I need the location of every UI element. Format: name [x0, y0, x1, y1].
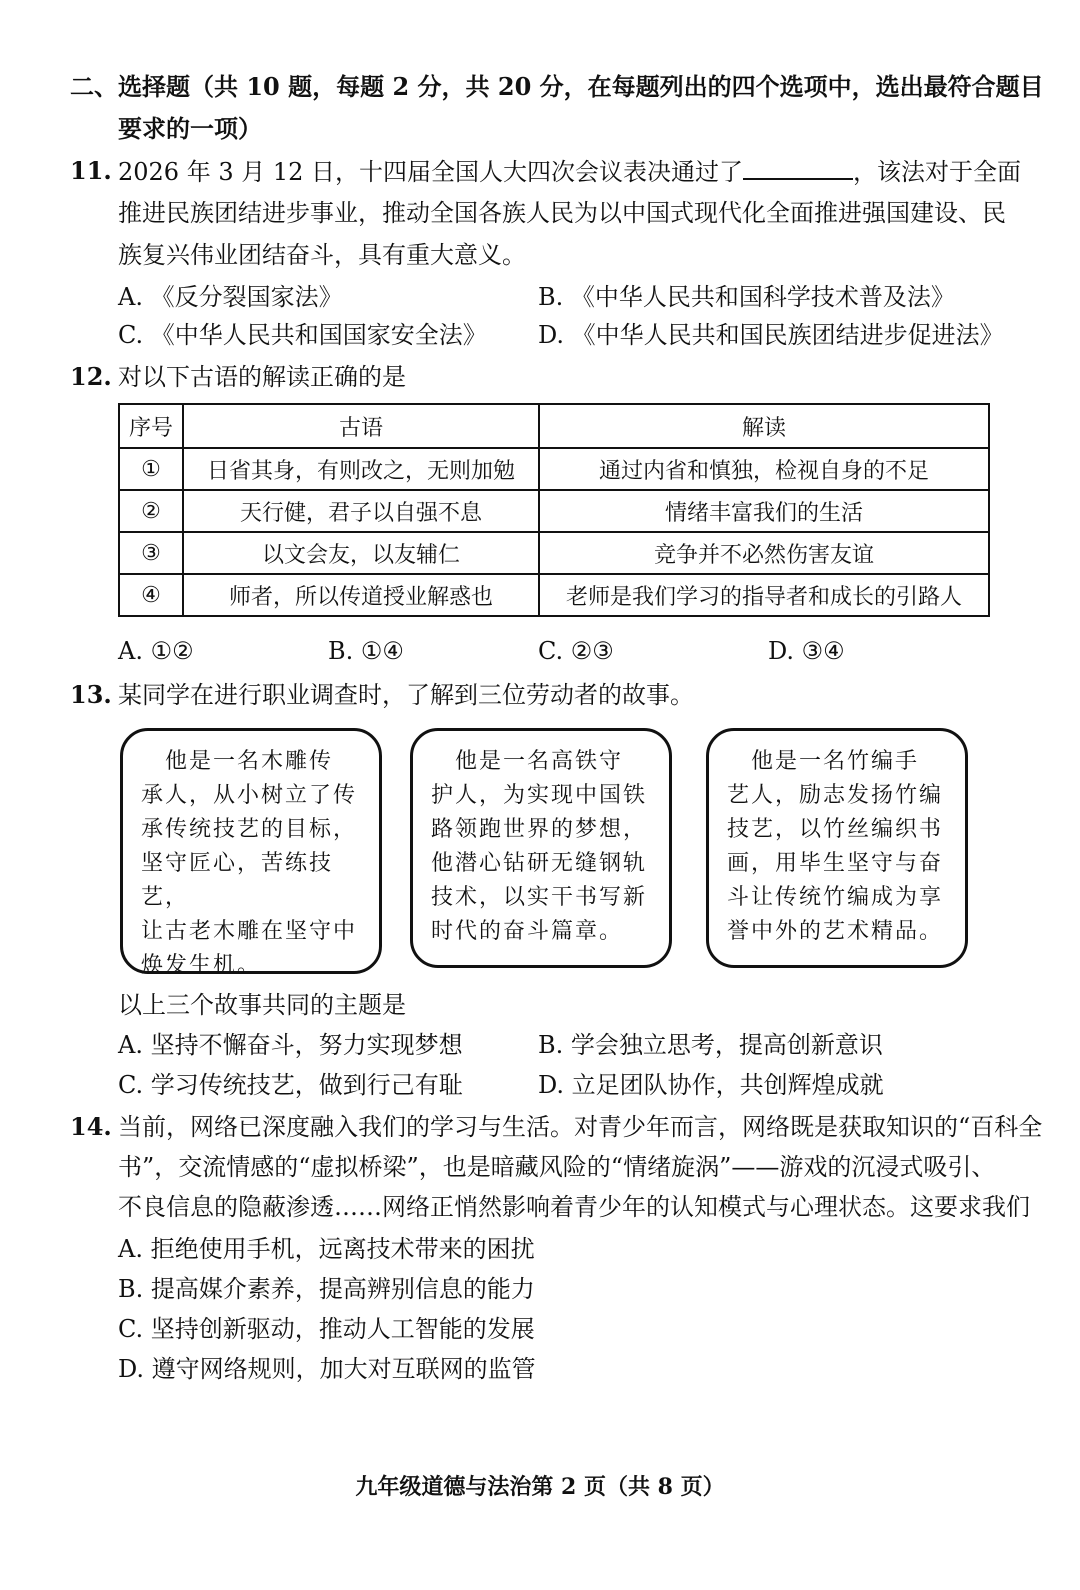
option-text: 《反分裂国家法》: [150, 283, 343, 311]
section-header-line1: 二、选择题（共 10 题，每题 2 分，共 20 分，在每题列出的四个选项中，选出最符合题目: [70, 72, 1044, 101]
q14-stem-line3: 不良信息的隐蔽渗透……网络正悄然影响着青少年的认知模式与心理状态。这要求我们: [118, 1193, 1030, 1221]
q11-stem-post: ，该法对于全面: [853, 158, 1022, 186]
option-text: 拒绝使用手机，远离技术带来的困扰: [150, 1235, 535, 1263]
option-text: ①④: [360, 637, 404, 665]
q11-stem-pre: 2026 年 3 月 12 日，十四届全国人大四次会议表决通过了: [118, 158, 744, 186]
q11-stem-line2: 推进民族团结进步事业，推动全国各族人民为以中国式现代化全面推进强国建设、民: [118, 199, 1006, 227]
story-bubble-railway-guardian: 他是一名高铁守 护人，为实现中国铁 路领跑世界的梦想， 他潜心钻研无缝钢轨 技术，以实干书写新 时代的奋斗篇章。: [410, 728, 672, 968]
q11-option-a: [118, 282, 343, 312]
option-text: 学会独立思考，提高创新意识: [570, 1031, 883, 1059]
option-label: C.: [118, 321, 144, 349]
option-text: 坚持创新驱动，推动人工智能的发展: [150, 1315, 535, 1343]
q11-stem-line1: [118, 156, 1021, 187]
q13-option-c: [118, 1070, 463, 1100]
table-header-cell: 古语: [183, 404, 539, 448]
page-footer: 九年级道德与法治第 2 页（共 8 页）: [355, 1474, 725, 1500]
q12-option-d: [768, 636, 845, 666]
option-text: ①②: [150, 637, 194, 665]
q13-option-d: [538, 1070, 884, 1100]
q14-option-b: [118, 1274, 535, 1304]
q14-stem-line1: 当前，网络已深度融入我们的学习与生活。对青少年而言，网络既是获取知识的“百科全: [118, 1113, 1043, 1141]
q12-option-b: [328, 636, 404, 666]
table-cell: 日省其身，有则改之，无则加勉: [183, 448, 539, 490]
q14-option-c: [118, 1314, 535, 1344]
option-text: 遵守网络规则，加大对互联网的监管: [151, 1355, 536, 1383]
q13-stem: 某同学在进行职业调查时，了解到三位劳动者的故事。: [118, 681, 694, 709]
option-label: C.: [118, 1315, 144, 1343]
table-cell: 通过内省和慎独，检视自身的不足: [539, 448, 989, 490]
table-cell: ②: [119, 490, 183, 532]
q12-number: 12.: [70, 362, 112, 391]
table-row: [119, 490, 989, 532]
q11-answer-blank: [743, 156, 853, 180]
q13-option-b: [538, 1030, 883, 1060]
q14-number: 14.: [70, 1112, 112, 1141]
table-cell: 以文会友，以友辅仁: [183, 532, 539, 574]
option-label: B.: [118, 1275, 144, 1303]
option-text: ②③: [570, 637, 614, 665]
q11-option-b: [538, 282, 955, 312]
option-text: 《中华人民共和国科学技术普及法》: [570, 283, 955, 311]
q14-option-a: [118, 1234, 535, 1264]
table-header-cell: 解读: [539, 404, 989, 448]
table-cell: 师者，所以传道授业解惑也: [183, 574, 539, 616]
option-label: A.: [118, 1235, 143, 1263]
option-label: A.: [118, 283, 143, 311]
option-text: 坚持不懈奋斗，努力实现梦想: [150, 1031, 463, 1059]
q11-option-d: [538, 320, 1004, 350]
option-label: B.: [328, 637, 354, 665]
option-text: ③④: [801, 637, 845, 665]
option-label: B.: [538, 1031, 564, 1059]
option-text: 《中华人民共和国国家安全法》: [150, 321, 487, 349]
quotes-table: [118, 403, 990, 617]
option-text: 《中华人民共和国民族团结进步促进法》: [571, 321, 1004, 349]
q12-option-c: [538, 636, 614, 666]
q13-option-a: [118, 1030, 463, 1060]
table-row: [119, 448, 989, 490]
q14-stem-line2: 书”，交流情感的“虚拟桥梁”，也是暗藏风险的“情绪旋涡”——游戏的沉浸式吸引、: [118, 1153, 996, 1181]
option-label: C.: [538, 637, 564, 665]
table-cell: 竞争并不必然伤害友谊: [539, 532, 989, 574]
q12-option-a: [118, 636, 194, 666]
table-cell: 老师是我们学习的指导者和成长的引路人: [539, 574, 989, 616]
table-header-cell: 序号: [119, 404, 183, 448]
table-header-row: [119, 404, 989, 448]
q14-option-d: [118, 1354, 536, 1384]
option-label: D.: [538, 321, 565, 349]
option-label: B.: [538, 283, 564, 311]
option-label: A.: [118, 637, 143, 665]
q12-stem: 对以下古语的解读正确的是: [118, 363, 406, 391]
option-text: 学习传统技艺，做到行己有耻: [150, 1071, 463, 1099]
table-cell: 天行健，君子以自强不息: [183, 490, 539, 532]
table-cell: 情绪丰富我们的生活: [539, 490, 989, 532]
q11-number: 11.: [70, 156, 112, 185]
story-bubble-woodcarver: 他是一名木雕传 承人，从小树立了传 承传统技艺的目标， 坚守匠心，苦练技艺， 让古老木雕在坚守中 焕发生机。: [120, 728, 382, 974]
q13-question: 以上三个故事共同的主题是: [118, 991, 406, 1019]
option-text: 提高媒介素养，提高辨别信息的能力: [150, 1275, 535, 1303]
option-label: D.: [118, 1355, 145, 1383]
table-cell: ③: [119, 532, 183, 574]
table-cell: ①: [119, 448, 183, 490]
table-cell: ④: [119, 574, 183, 616]
table-row: [119, 574, 989, 616]
option-label: D.: [538, 1071, 565, 1099]
story-bubble-bamboo-weaver: 他是一名竹编手 艺人，励志发扬竹编 技艺，以竹丝编织书 画，用毕生坚守与奋 斗让传统竹编成为享 誉中外的艺术精品。: [706, 728, 968, 968]
q11-option-c: [118, 320, 487, 350]
option-label: D.: [768, 637, 795, 665]
option-text: 立足团队协作，共创辉煌成就: [571, 1071, 884, 1099]
table-row: [119, 532, 989, 574]
option-label: C.: [118, 1071, 144, 1099]
q11-stem-line3: 族复兴伟业团结奋斗，具有重大意义。: [118, 241, 526, 269]
option-label: A.: [118, 1031, 143, 1059]
section-header-line2: 要求的一项）: [118, 114, 262, 143]
q13-number: 13.: [70, 680, 112, 709]
